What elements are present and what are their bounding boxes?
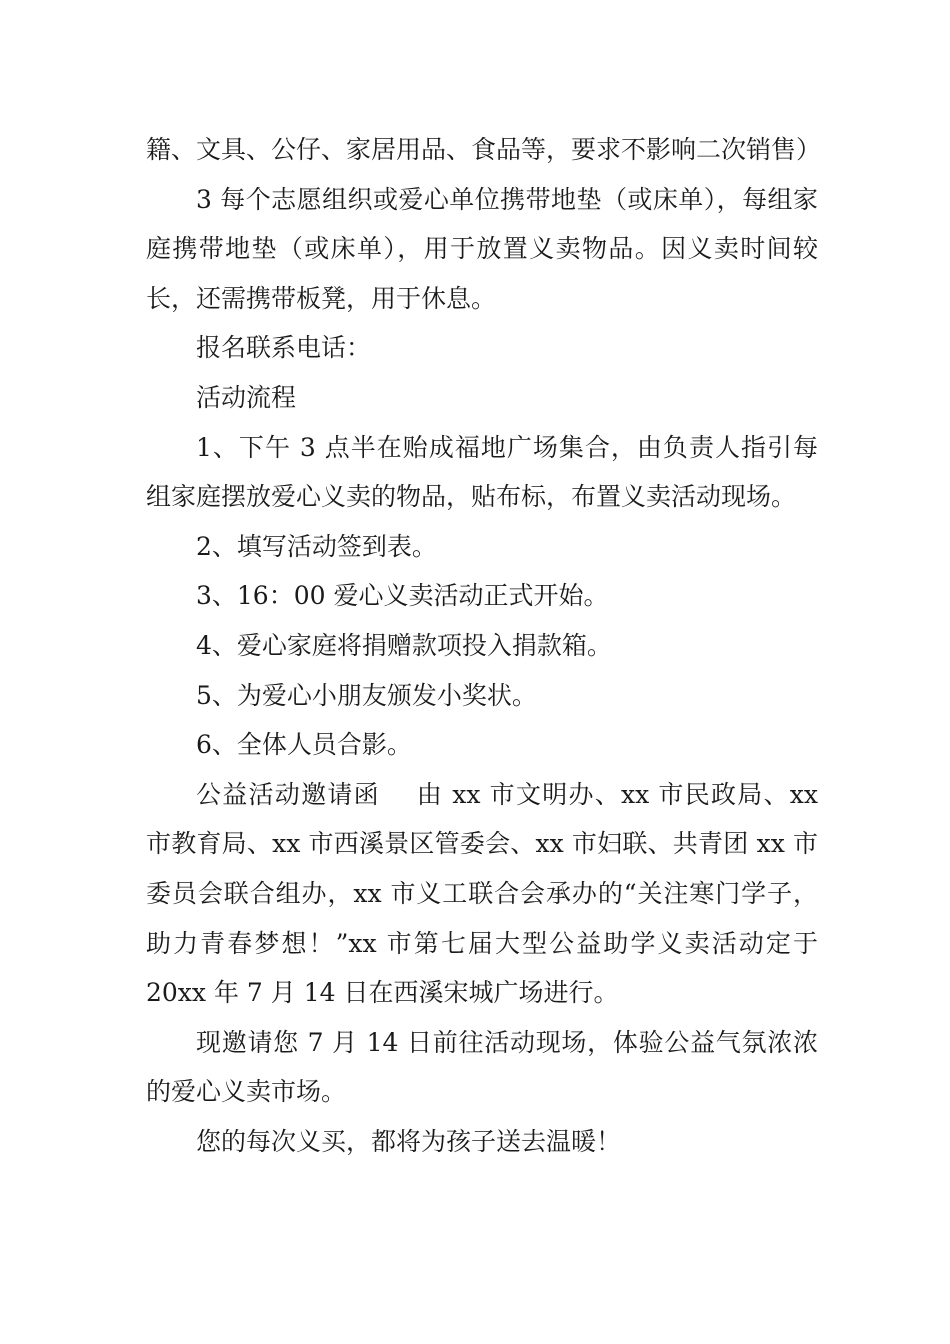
document-body — [146, 125, 826, 1166]
paragraph-item-list-continuation: 籍、文具、公仔、家居用品、食品等，要求不影响二次销售） — [146, 135, 822, 164]
paragraph-contact-phone: 报名联系电话： — [196, 333, 372, 363]
paragraph-flow-step-1: 1、下午 3 点半在贻成福地广场集合，由负责人指引每组家庭摆放爱心义卖的物品，贴布标，布置义卖活动现场。 — [146, 432, 818, 512]
paragraph-flow-step-5: 5、为爱心小朋友颁发小奖状。 — [196, 680, 537, 710]
paragraph-flow-step-2: 2、填写活动签到表。 — [196, 531, 437, 561]
paragraph-mat-requirement: 3 每个志愿组织或爱心单位携带地垫（或床单），每组家庭携带地垫（或床单），用于放置义卖物品。因义卖时间较长，还需携带板凳，用于休息。 — [146, 184, 818, 313]
paragraph-invitation: 公益活动邀请函 由 xx 市文明办、xx 市民政局、xx 市教育局、xx 市西溪景区管委会、xx 市妇联、共青团 xx 市委员会联合组办，xx 市义工联合会承办的“关注寒门学子，助力青春梦想！”xx 市第七届大型公益助学义卖活动定于 20xx 年 7 月 14 日在西溪宋城广场进行。 — [146, 779, 826, 1008]
paragraph-flow-step-4: 4、爱心家庭将捐赠款项投入捐款箱。 — [196, 630, 612, 660]
paragraph-flow-heading: 活动流程 — [196, 382, 297, 412]
paragraph-flow-step-3: 3、16：00 爱心义卖活动正式开始。 — [196, 581, 609, 611]
paragraph-closing: 您的每次义买，都将为孩子送去温暖！ — [196, 1126, 622, 1156]
paragraph-flow-step-6: 6、全体人员合影。 — [196, 730, 412, 760]
paragraph-invite-visit: 现邀请您 7 月 14 日前往活动现场，体验公益气氛浓浓的爱心义卖市场。 — [146, 1027, 818, 1107]
